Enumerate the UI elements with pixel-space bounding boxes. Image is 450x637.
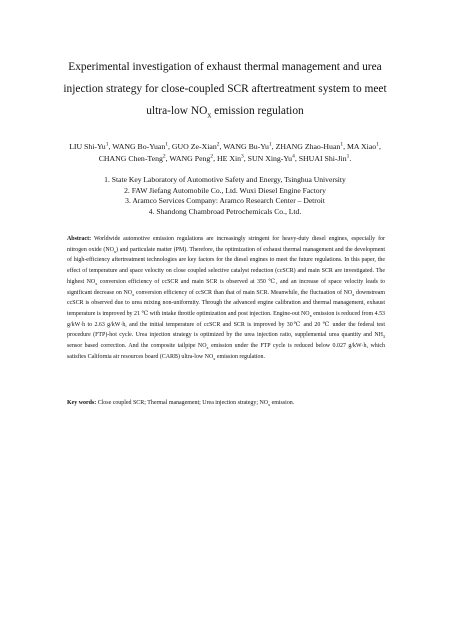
author: SUN Xing-Yu$^4$, — [247, 153, 299, 163]
author: SHUAI Shi-Jin$^1$. — [298, 153, 352, 163]
author: CHANG Chen-Teng$^2$, — [98, 153, 170, 163]
author: WANG Peng$^2$, — [169, 153, 217, 163]
keywords-label: Key words: — [67, 400, 97, 406]
affiliation-line: 4. Shandong Chambroad Petrochemicals Co., Ltd. — [148, 206, 302, 216]
author-list — [62, 141, 388, 165]
author: LIU Shi-Yu$^1$, — [69, 141, 113, 151]
author: WANG Bu-Yu$^1$, — [223, 141, 276, 151]
author: MA Xiao$^1$, — [346, 141, 381, 151]
keywords: Key words: Close coupled SCR; Thermal management; Urea injection strategy; $NO_x$ emission. — [67, 400, 295, 408]
affiliation-list — [62, 175, 388, 217]
affiliation-line: 3. Aramco Services Company: Aramco Research Center – Detroit — [125, 196, 325, 206]
paper-title: Experimental investigation of exhaust thermal management and urea injection strategy for close-coupled SCR aftertreatment system to meet ultra-low $NO_x$ emission regulation — [63, 61, 387, 120]
abstract: Abstract: Worldwide automotive emission regulations are increasingly stringent for heavy-duty diesel engines, especially for nitrogen oxide $(NO_x)$ and particulate matter (PM). Therefore, the optimization of exhaust thermal management and the development of high-efficiency aftertreatment technologies are key factors for the diesel engines to meet the future regulations. In this paper, the effect of temperature and space velocity on close coupled selective catalyst reduction (ccSCR) and main SCR are investigated. The highest $NO_x$ conversion efficiency of ccSCR and main SCR is observed at 350 ℃, and an increase of space velocity leads to significant decrease on $NO_x$ conversion efficiency of ccSCR than that of main SCR. Meanwhile, the fluctuation of $NO_x$ downstream ccSCR is observed due to urea mixing non-uniformity. Through the advanced engine calibration and thermal management, exhaust temperature is improved by 21 ℃ with intake throttle optimization and post injection. Engine-out $NO_x$ emission is reduced from 4.53 g/kW·h to 2.63 g/kW·h, and the initial temperature of ccSCR and SCR is improved by 30℃ and 20 ℃ under the federal test procedure (FTP)-hot cycle. Urea injection strategy is optimized by the urea injection ratio, supplemental urea quantity and $NH_3$ sensor based correction. And the composite tailpipe $NO_x$ emission under the FTP cycle is reduced below 0.027 g/kW·h, which satisfies California air resources board (CARB) ultra-low $NO_x$ emission regulation. — [67, 236, 386, 361]
author: GUO Ze-Xian$^2$, — [171, 141, 224, 151]
author: WANG Bo-Yuan$^1$, — [112, 141, 172, 151]
affiliation-line: 1. State Key Laboratory of Automotive Safety and Energy, Tsinghua University — [104, 175, 346, 184]
author: ZHANG Zhao-Huan$^1$, — [275, 141, 347, 151]
abstract-label: Abstract: — [67, 236, 92, 242]
affiliation-line: 2. FAW Jiefang Automobile Co., Ltd. Wuxi Diesel Engine Factory — [124, 185, 326, 195]
author: HE Xin$^3$, — [216, 153, 248, 163]
